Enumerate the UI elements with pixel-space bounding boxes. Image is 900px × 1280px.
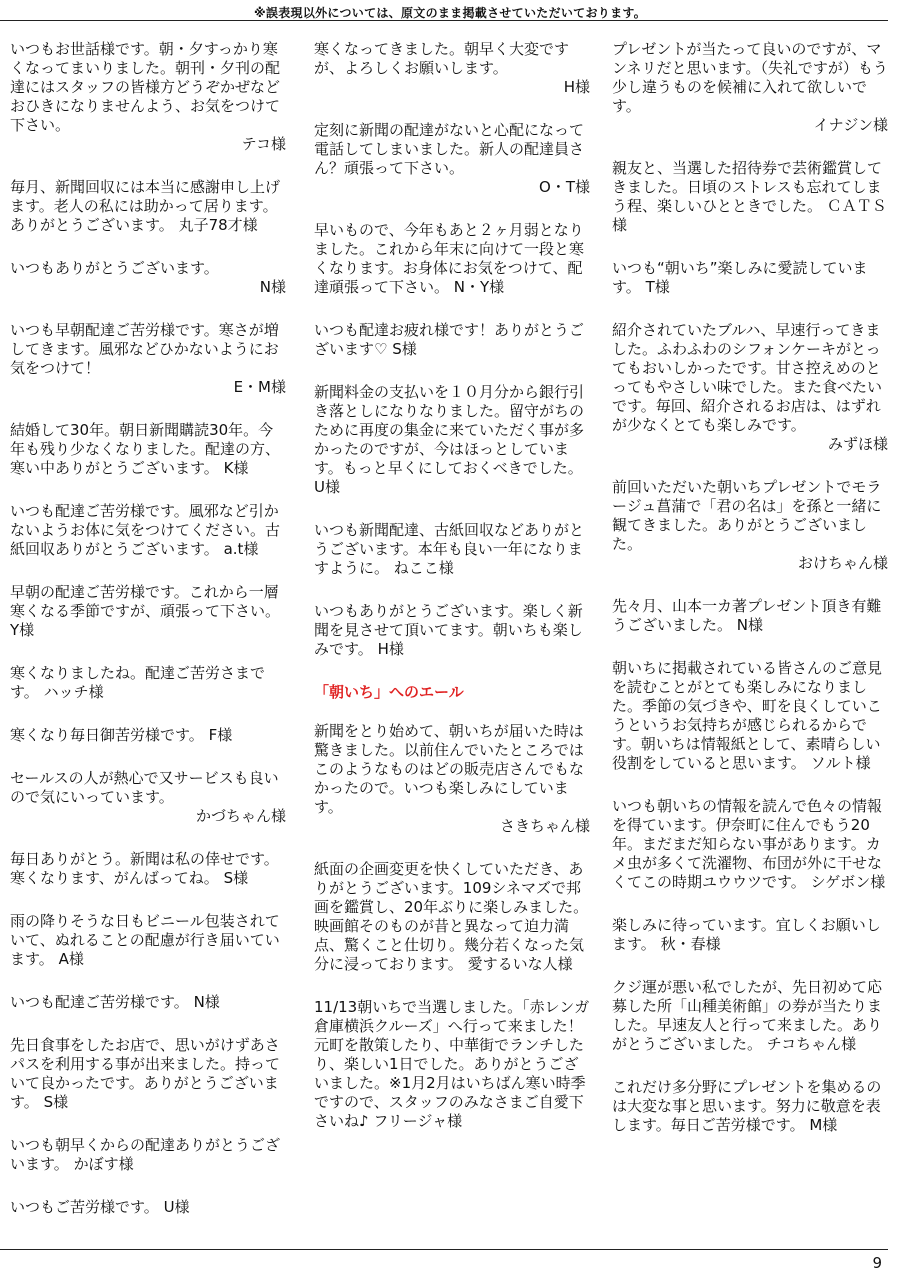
- reader-comment: [10, 502, 286, 559]
- section-title: 「朝いち」へのエール: [314, 683, 464, 701]
- reader-comment: [314, 521, 590, 578]
- comment-body: 結婚して30年。朝日新聞購読30年。今年も残り少なくなりました。配達の方、寒い中ありがとうございます。 K様: [10, 421, 281, 477]
- comment-body: いつもありがとうございます。: [10, 259, 219, 277]
- reader-comment: [612, 916, 888, 954]
- comment-body: いつも配達ご苦労様です。風邪など引かないようお体に気をつけてください。古紙回収ありがとうございます。 a.t様: [10, 502, 281, 558]
- comment-signature: みずほ様: [827, 435, 888, 453]
- comment-signature: テコ様: [241, 135, 286, 153]
- column-3: [612, 40, 888, 1240]
- comment-body: 雨の降りそうな日もビニール包装されていて、ぬれることの配慮が行き届いています。 A様: [10, 912, 280, 968]
- comment-signature: さきちゃん様: [499, 817, 590, 835]
- reader-comment: [314, 860, 590, 974]
- reader-comment: [10, 421, 286, 478]
- comment-body: 寒くなり毎日御苦労様です。 F様: [10, 726, 233, 744]
- column-2: [314, 40, 590, 1240]
- comment-body: プレゼントが当たって良いのですが、マンネリだと思います。（失礼ですが）もう少し違うものを候補に入れて欲しいです。: [612, 40, 888, 115]
- reader-comment: [10, 912, 286, 969]
- comment-body: 先日食事をしたお店で、思いがけずあさパスを利用する事が出来ました。持っていて良かったです。ありがとうございます。 S様: [10, 1036, 281, 1111]
- reader-comment: [314, 383, 590, 497]
- reader-comment: [10, 850, 286, 888]
- comment-body: 前回いただいた朝いちプレゼントでモラージュ菖蒲で「君の名は」を孫と一緒に観てきました。ありがとうございました。: [612, 478, 882, 553]
- comment-body: いつも“朝いち”楽しみに愛読しています。 T様: [612, 259, 868, 296]
- comment-signature: おけちゃん様: [797, 554, 888, 572]
- comment-body: 定刻に新聞の配達がないと心配になって電話してしまいました。新人の配達員さん？頑張って下さい。: [314, 121, 585, 177]
- reader-comment: [10, 178, 286, 235]
- reader-comment: [10, 664, 286, 702]
- comment-body: 楽しみに待っています。宜しくお願いします。 秋・春様: [612, 916, 881, 953]
- reader-comment: [10, 1136, 286, 1174]
- reader-comment: [314, 602, 590, 659]
- reader-comment: [612, 259, 888, 297]
- comment-body: 毎月、新聞回収には本当に感謝申し上げます。老人の私には助かって居ります。ありがとうございます。 丸子78才様: [10, 178, 281, 234]
- page-number: 9: [872, 1254, 882, 1272]
- comment-body: いつも配達ご苦労様です。 N様: [10, 993, 220, 1011]
- comment-body: 新聞をとり始めて、朝いちが届いた時は驚きました。以前住んでいたところではこのようなものはどの販売店さんでもなかったので。いつも楽しみにしています。: [314, 722, 585, 816]
- reader-comment: [10, 583, 286, 640]
- reader-comment: [10, 259, 286, 297]
- comment-body: いつもご苦労様です。 U様: [10, 1198, 190, 1216]
- comment-body: いつも配達お疲れ様です！ありがとうございます♡ S様: [314, 321, 585, 358]
- reader-comment: [314, 121, 590, 197]
- reader-comment: [10, 40, 286, 154]
- comment-body: いつも新聞配達、古紙回収などありがとうございます。本年も良い一年になりますように。 ねここ様: [314, 521, 585, 577]
- reader-comment: [612, 1078, 888, 1135]
- top-rule: [0, 20, 888, 21]
- comment-body: セールスの人が熱心で又サービスも良いので気にいっています。: [10, 769, 279, 806]
- column-1: [10, 40, 286, 1240]
- reader-comment: [10, 1036, 286, 1112]
- header-notice: ※誤表現以外については、原文のまま掲載させていただいております。: [253, 6, 647, 20]
- comment-body: 朝いちに掲載されている皆さんのご意見を読むことがとても楽しみになりました。季節の気づきや、町を良くしていこうというお気持ちが感じられるからです。朝いちは情報紙として、素晴らしい役割をしていると思います。 ソルト様: [612, 659, 883, 772]
- reader-comment: [10, 321, 286, 397]
- reader-comment: [612, 797, 888, 892]
- reader-comment: [612, 321, 888, 454]
- reader-comment: [314, 998, 590, 1131]
- comment-body: クジ運が悪い私でしたが、先日初めて応募した所「山種美術館」の券が当たりました。早速友人と行って来ました。ありがとうございました。 チコちゃん様: [612, 978, 883, 1053]
- comment-body: いつもお世話様です。朝・夕すっかり寒くなってまいりました。朝刊・夕刊の配達にはスタッフの皆様方どうぞかぜなどおひきになりませんよう、お気をつけて下さい。: [10, 40, 281, 134]
- reader-comment: [10, 726, 286, 745]
- reader-comment: [10, 1198, 286, 1217]
- comment-body: 寒くなりましたね。配達ご苦労さまです。 ハッチ様: [10, 664, 266, 701]
- comment-body: いつも朝いちの情報を読んで色々の情報を得ています。伊奈町に住んでもう20年。まだまだ知らない事があります。カメ虫が多くて洗濯物、布団が外に干せなくてこの時期ユウウツです。 シゲボン様: [612, 797, 886, 891]
- comment-body: いつも早朝配達ご苦労様です。寒さが増してきます。風邪などひかないようにお気をつけて！: [10, 321, 279, 377]
- comment-signature: かづちゃん様: [195, 807, 286, 825]
- comment-body: 早いもので、今年もあと２ヶ月弱となりました。これから年末に向けて一段と寒くなります。お身体にお気をつけて、配達頑張って下さい。 N・Y様: [314, 221, 585, 296]
- comment-signature: O・T様: [539, 178, 590, 196]
- comment-signature: イナジン様: [813, 116, 888, 134]
- reader-comment: [612, 40, 888, 135]
- reader-comment: [612, 159, 888, 235]
- comment-body: これだけ多分野にプレゼントを集めるのは大変な事と思います。努力に敬意を表します。毎日ご苦労様です。 M様: [612, 1078, 882, 1134]
- comment-signature: E・M様: [233, 378, 286, 396]
- reader-comment: [10, 769, 286, 826]
- reader-comment: [612, 659, 888, 773]
- reader-comment: [612, 597, 888, 635]
- comment-body: いつも朝早くからの配達ありがとうございます。 かぼす様: [10, 1136, 281, 1173]
- comment-body: 11/13朝いちで当選しました。「赤レンガ倉庫横浜クルーズ」へ行って来ました！元町を散策したり、中華街でランチしたり、楽しい1日でした。ありがとうございました。※1月2月はいちばん寒い時季ですので、スタッフのみなさまご自愛下さいね♪ フリージャ様: [314, 998, 590, 1130]
- comment-body: 親友と、当選した招待券で芸術鑑賞してきました。日頃のストレスも忘れてしまう程、楽しいひとときでした。 ＣＡＴＳ様: [612, 159, 887, 234]
- reader-comment: [314, 40, 590, 97]
- comment-body: いつもありがとうございます。楽しく新聞を見させて頂いてます。朝いちも楽しみです。 H様: [314, 602, 583, 658]
- comment-body: 寒くなってきました。朝早く大変ですが、よろしくお願いします。: [314, 40, 570, 77]
- reader-comment: [612, 978, 888, 1054]
- comment-body: 先々月、山本一カ著プレゼント頂き有難うございました。 N様: [612, 597, 882, 634]
- reader-comment: [314, 321, 590, 359]
- bottom-rule: [0, 1249, 888, 1250]
- comment-body: 毎日ありがとう。新聞は私の倖せです。寒くなります、がんばってね。 S様: [10, 850, 279, 887]
- comment-body: 紹介されていたブルハ、早速行ってきました。ふわふわのシフォンケーキがとってもおいしかったです。甘さ控えめのとってもやさしい味でした。また食べたいです。毎回、紹介されるお店は、はずれが少なくとても楽しみです。: [612, 321, 883, 434]
- reader-comment: [314, 722, 590, 836]
- comment-signature: H様: [563, 78, 590, 96]
- comment-body: 早朝の配達ご苦労様です。これから一層寒くなる季節ですが、頑張って下さい。 Y様: [10, 583, 281, 639]
- reader-comment: [612, 478, 888, 573]
- comment-signature: N様: [259, 278, 286, 296]
- reader-comment: [10, 993, 286, 1012]
- reader-comment: [314, 221, 590, 297]
- comment-body: 新聞料金の支払いを１０月分から銀行引き落としになりなりました。留守がちのために再度の集金に来ていただく事が多かったのですが、今はほっとしています。もっと早くにしておくべきでした。 U様: [314, 383, 585, 496]
- comment-body: 紙面の企画変更を快くしていただき、ありがとうございます。109シネマズで邦画を鑑賞し、20年ぶりに楽しみました。映画館そのものが昔と異なって迫力満点、驚くこと仕切り。幾分若くなった気分に浸っております。 愛するいな人様: [314, 860, 589, 973]
